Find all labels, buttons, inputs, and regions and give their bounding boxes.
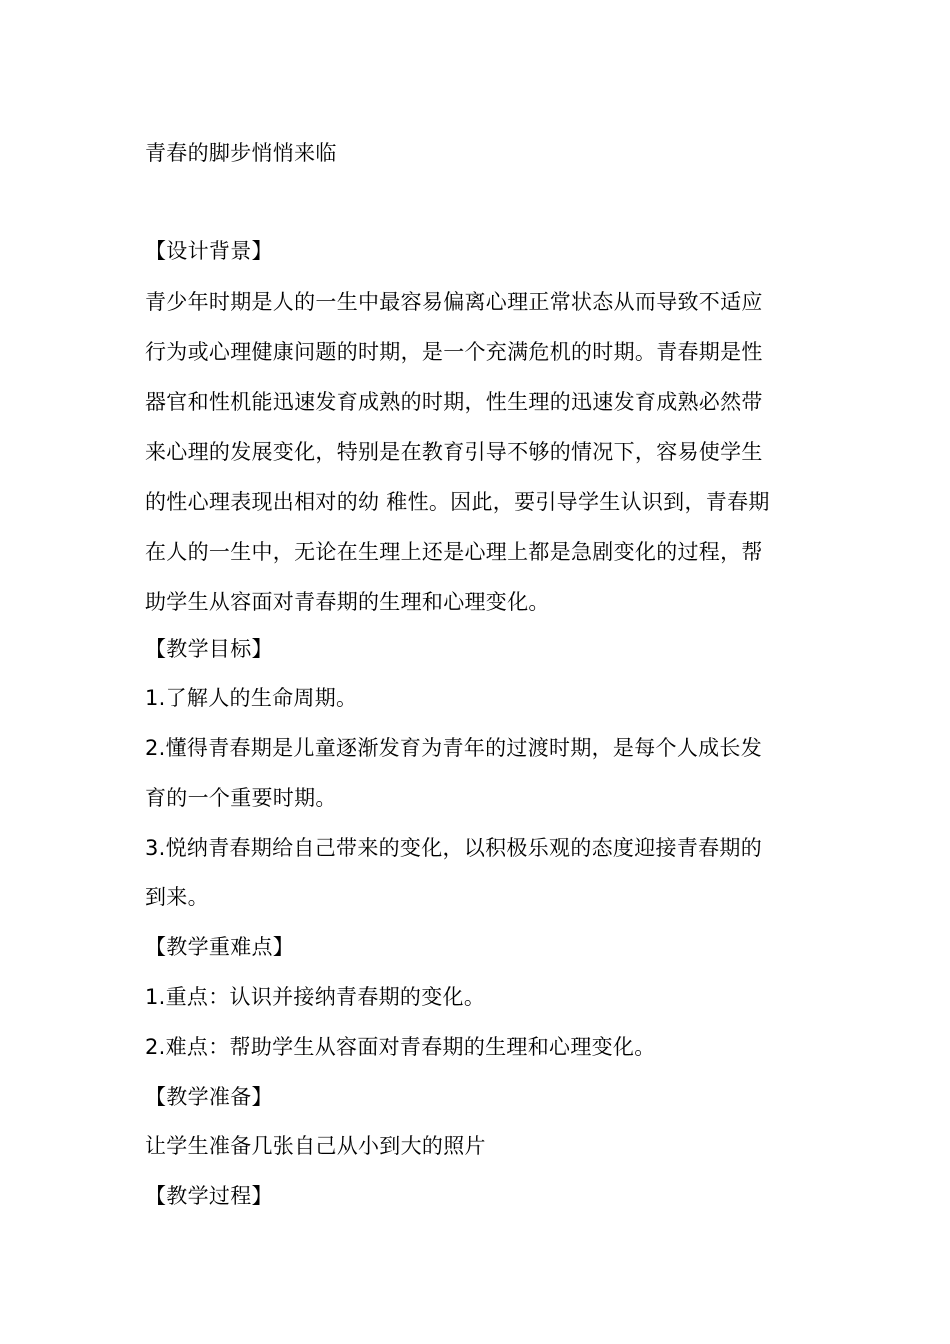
paragraph-line: 行为或心理健康问题的时期，是一个充满危机的时期。青春期是性 (145, 340, 763, 364)
paragraph-line: 让学生准备几张自己从小到大的照片 (145, 1134, 486, 1158)
paragraph-line: 助学生从容面对青春期的生理和心理变化。 (145, 590, 550, 614)
section-heading-teaching-process: 【教学过程】 (145, 1184, 273, 1208)
list-item-continuation: 育的一个重要时期。 (145, 786, 337, 810)
paragraph-line: 的性心理表现出相对的幼 稚性。因此，要引导学生认识到，青春期 (145, 490, 770, 514)
paragraph-line: 器官和性机能迅速发育成熟的时期，性生理的迅速发育成熟必然带 (145, 390, 763, 414)
paragraph-line: 在人的一生中，无论在生理上还是心理上都是急剧变化的过程，帮 (145, 540, 763, 564)
list-item: 2.懂得青春期是儿童逐渐发育为青年的过渡时期，是每个人成长发 (145, 736, 763, 760)
section-heading-key-points: 【教学重难点】 (145, 935, 295, 959)
list-item-continuation: 到来。 (145, 885, 209, 909)
list-item: 1.重点：认识并接纳青春期的变化。 (145, 985, 486, 1009)
document-title: 青春的脚步悄悄来临 (145, 141, 337, 165)
section-heading-preparation: 【教学准备】 (145, 1085, 273, 1109)
paragraph-line: 青少年时期是人的一生中最容易偏离心理正常状态从而导致不适应 (145, 290, 763, 314)
section-heading-design-background: 【设计背景】 (145, 239, 273, 263)
list-item: 3.悦纳青春期给自己带来的变化，以积极乐观的态度迎接青春期的 (145, 836, 763, 860)
section-heading-teaching-objectives: 【教学目标】 (145, 637, 273, 661)
paragraph-line: 来心理的发展变化，特别是在教育引导不够的情况下，容易使学生 (145, 440, 763, 464)
list-item: 2.难点：帮助学生从容面对青春期的生理和心理变化。 (145, 1035, 656, 1059)
list-item: 1.了解人的生命周期。 (145, 686, 358, 710)
